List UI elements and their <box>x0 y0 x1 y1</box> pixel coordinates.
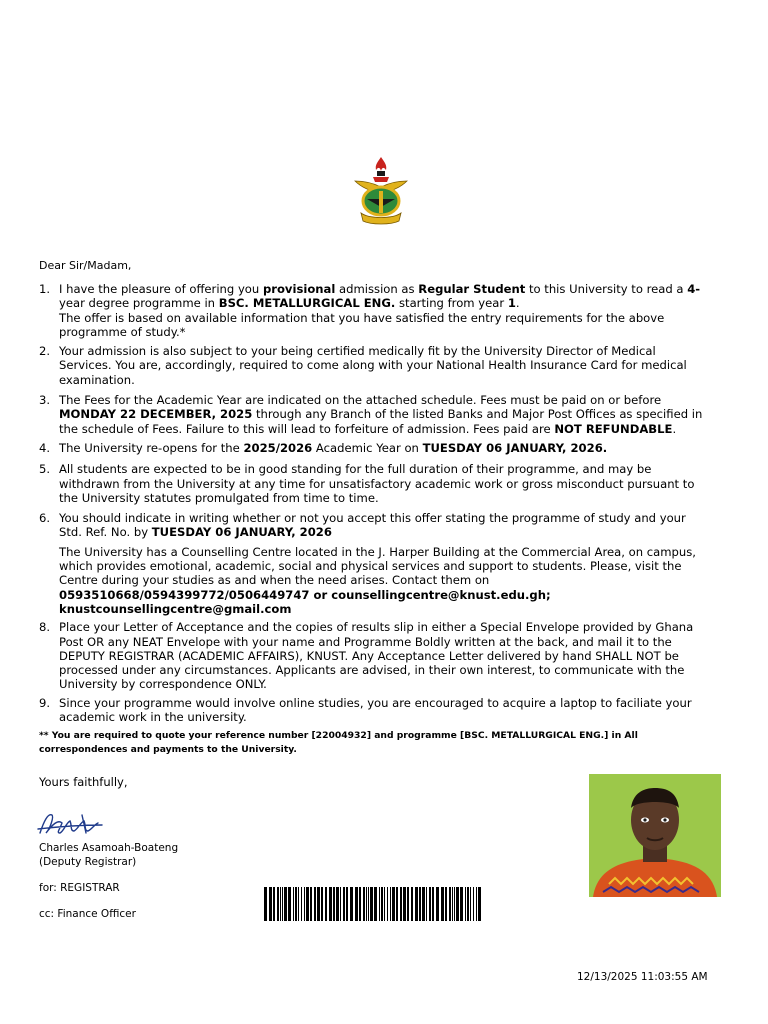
barcode-bar <box>465 887 466 921</box>
barcode-bar <box>288 887 291 921</box>
barcode-bar <box>436 887 439 921</box>
text-run: starting from year <box>395 296 508 311</box>
barcode-bar <box>400 887 402 921</box>
barcode-bar <box>432 887 434 921</box>
barcode-bar <box>325 887 327 921</box>
barcode-bar <box>368 887 369 921</box>
text-run: Place your Letter of Acceptance and the copies of results slip in either a Special Envelope provided by Ghana Post OR any NEAT Envelope with your name and Programme Boldly written at the back, and mail it to the DEPUTY REGISTRAR (ACADEMIC AFFAIRS), KNUST. Any Acceptance Letter delivered by hand SHALL NOT be processed under any circumstances. Applicants are advised, in their own interest, to communicate with the University by correspondence ONLY. <box>59 620 694 692</box>
barcode-bar <box>460 887 463 921</box>
print-timestamp: 12/13/2025 11:03:55 AM <box>577 971 708 983</box>
barcode-bar <box>282 887 283 921</box>
for-registrar: for: REGISTRAR <box>39 882 120 894</box>
text-run: The University re-opens for the <box>59 440 244 455</box>
list-item-number: 2. <box>39 344 51 359</box>
text-run: The Fees for the Academic Year are indicated on the attached schedule. Fees must be paid on or before <box>59 393 662 408</box>
barcode-bar <box>456 887 459 921</box>
list-item <box>39 441 707 455</box>
list-item-number: 9. <box>39 695 51 710</box>
barcode-bar <box>346 887 348 921</box>
barcode-image <box>264 887 484 921</box>
barcode-bar <box>441 887 444 921</box>
barcode-bar <box>280 887 281 921</box>
barcode-bar <box>370 887 373 921</box>
list-item-extra-text: The offer is based on available information that you have satisfied the entry requirements for the above programme of study.* <box>59 310 665 339</box>
text-run: . <box>515 296 520 311</box>
list-item-text <box>59 393 707 436</box>
barcode-bar <box>473 887 474 921</box>
barcode-bar <box>277 887 279 921</box>
list-item <box>39 696 707 725</box>
list-item-text <box>59 511 707 540</box>
barcode-bar <box>306 887 309 921</box>
barcode-bar <box>269 887 272 921</box>
list-item <box>39 282 707 339</box>
list-item-text <box>59 282 707 311</box>
text-run: The University has a Counselling Centre located in the J. Harper Building at the Commercial Area, on campus, which provides emotional, academic, social and physical services and support to students. Please, visit the Centre during your studies as and when the need arises. Contact them on <box>59 544 696 588</box>
barcode-bar <box>396 887 398 921</box>
barcode-bar <box>478 887 481 921</box>
barcode-bar <box>363 887 365 921</box>
barcode-bar <box>467 887 469 921</box>
barcode-bar <box>445 887 447 921</box>
list-item-text <box>59 441 707 455</box>
signer-name: Charles Asamoah-Boateng <box>39 842 179 854</box>
list-item-text <box>59 696 707 725</box>
text-run: Your admission is also subject to your being certified medically fit by the University Director of Medical Services. You are, accordingly, required to come along with your National Health Insurance Card for medical examination. <box>59 344 687 387</box>
barcode-bar <box>381 887 383 921</box>
list-item-text <box>59 545 707 616</box>
emphasis-text: NOT REFUNDABLE <box>554 421 673 436</box>
university-crest-logo <box>353 155 409 227</box>
barcode-bar <box>293 887 294 921</box>
list-item-text <box>59 344 707 387</box>
text-run: admission as <box>335 282 419 296</box>
emphasis-text: 4- <box>687 282 701 296</box>
list-item <box>39 511 707 540</box>
text-run: Since your programme would involve online studies, you are encouraged to acquire a laptop to faciliate your academic work in the university. <box>59 695 692 725</box>
list-item-number: 5. <box>39 462 51 477</box>
barcode-bar <box>374 887 377 921</box>
emphasis-text: 0593510668/0594399772/0506449747 or counsellingcentre@knust.edu.gh; knustcounsellingcentre@gmail.com <box>59 587 551 616</box>
list-item-number: 6. <box>39 511 51 526</box>
text-run: All students are expected to be in good standing for the full duration of their programme, and may be withdrawn from the University at any time for unsatisfactory academic work or gross misconduct pursuant to the University statutes promulgated from time to time. <box>59 462 695 505</box>
emphasis-text: provisional <box>262 282 336 296</box>
text-run: year degree programme in <box>59 296 219 311</box>
barcode-bar <box>449 887 451 921</box>
barcode-bar <box>384 887 385 921</box>
emphasis-text: Regular Student <box>418 282 526 296</box>
student-photo <box>589 774 721 897</box>
barcode-bar <box>392 887 395 921</box>
barcode-bar <box>379 887 380 921</box>
list-item-text <box>59 462 707 505</box>
barcode-bar <box>387 887 388 921</box>
list-item-number: 3. <box>39 393 51 408</box>
barcode-bar <box>273 887 275 921</box>
text-run: . <box>672 421 677 436</box>
barcode-bar <box>321 887 323 921</box>
text-run: You should indicate in writing whether or not you accept this offer stating the programme of study and your Std. Ref. No. by <box>59 511 686 540</box>
barcode-bar <box>264 887 267 921</box>
text-run: through any Branch of the listed Banks and Major Post Offices as specified in the schedule of Fees. Failure to this will lead to forfeiture of admission. Fees paid are <box>59 407 703 436</box>
barcode-bar <box>304 887 305 921</box>
emphasis-text: 1 <box>507 296 516 311</box>
barcode-bar <box>407 887 409 921</box>
letter-body-list <box>39 282 707 728</box>
barcode-bar <box>343 887 345 921</box>
list-item-text <box>59 620 707 691</box>
barcode-bar <box>419 887 421 921</box>
barcode-bar <box>403 887 406 921</box>
barcode-bar <box>301 887 302 921</box>
text-run: I have the pleasure of offering you <box>59 282 263 296</box>
signer-title: (Deputy Registrar) <box>39 855 137 868</box>
emphasis-text: TUESDAY 06 JANUARY, 2026 <box>151 525 332 540</box>
emphasis-text: 2025/2026 <box>243 440 313 455</box>
barcode-bar <box>355 887 358 921</box>
barcode-bar <box>476 887 477 921</box>
list-item <box>39 393 707 436</box>
barcode-bar <box>470 887 471 921</box>
barcode-bar <box>310 887 312 921</box>
list-item-number: 1. <box>39 282 51 296</box>
list-item <box>39 344 707 387</box>
barcode-bar <box>454 887 455 921</box>
barcode-bar <box>366 887 367 921</box>
barcode-bar <box>298 887 299 921</box>
barcode-bar <box>340 887 341 921</box>
barcode-bar <box>336 887 339 921</box>
reference-note: ** You are required to quote your reference number [22004932] and programme [BSC. METALLURGICAL ENG.] in All correspondences and payments to the University. <box>39 730 638 755</box>
text-run: Academic Year on <box>312 440 423 455</box>
emphasis-text: TUESDAY 06 JANUARY, 2026. <box>422 440 608 455</box>
barcode-bar <box>317 887 320 921</box>
emphasis-text: MONDAY 22 DECEMBER, 2025 <box>59 407 253 422</box>
barcode-bar <box>390 887 391 921</box>
signature-image <box>36 807 108 839</box>
closing: Yours faithfully, <box>39 775 128 789</box>
barcode-bar <box>429 887 431 921</box>
barcode-bar <box>333 887 335 921</box>
barcode-bar <box>422 887 425 921</box>
list-item-number: 4. <box>39 440 51 455</box>
list-item <box>39 545 707 616</box>
cc-line: cc: Finance Officer <box>39 908 136 920</box>
emphasis-text: BSC. METALLURGICAL ENG. <box>218 296 396 311</box>
barcode-bar <box>426 887 427 921</box>
text-run: to this University to read a <box>525 282 688 296</box>
barcode-bar <box>452 887 453 921</box>
barcode-bar <box>284 887 287 921</box>
signer-block <box>39 842 178 869</box>
list-item <box>39 620 707 691</box>
barcode-bar <box>329 887 332 921</box>
barcode-bar <box>359 887 361 921</box>
barcode-bar <box>295 887 297 921</box>
barcode-bar <box>415 887 418 921</box>
barcode-bar <box>411 887 413 921</box>
list-item <box>39 462 707 505</box>
list-item-number: 8. <box>39 620 51 635</box>
salutation: Dear Sir/Madam, <box>39 259 132 272</box>
barcode-bar <box>350 887 353 921</box>
barcode-bar <box>314 887 316 921</box>
